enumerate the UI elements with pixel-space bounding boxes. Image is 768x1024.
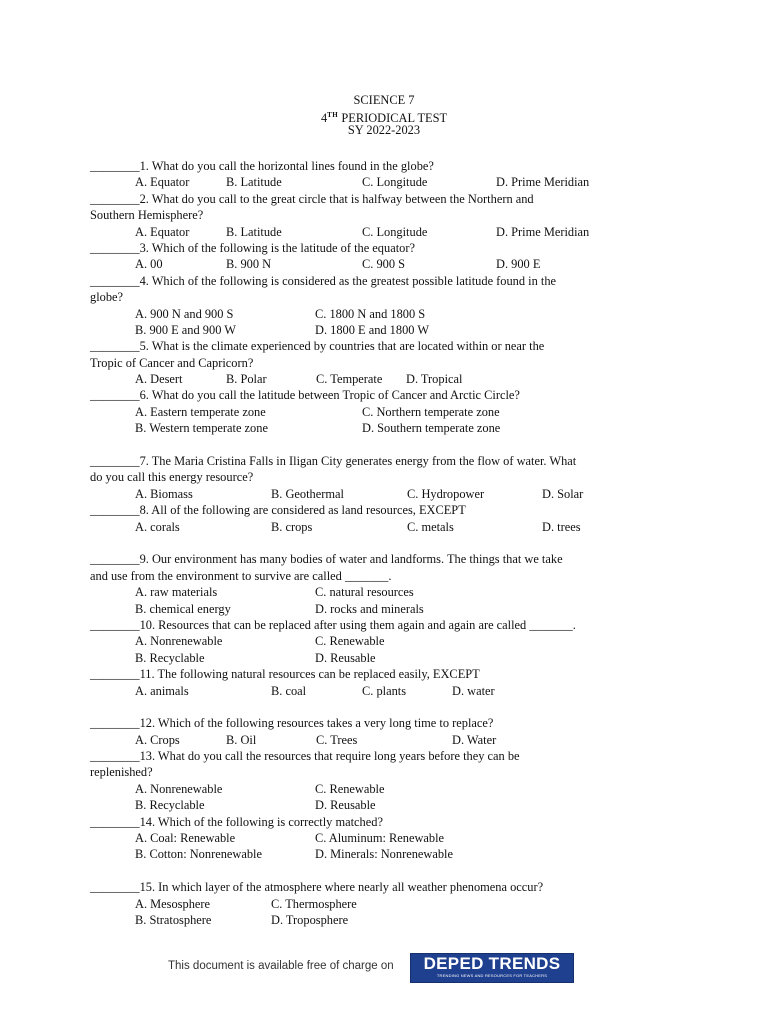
answer-option: C. 900 S: [362, 257, 406, 272]
question-4: [90, 273, 650, 339]
question-11: [90, 666, 650, 715]
answer-blank[interactable]: ________: [90, 617, 140, 632]
options-row: [90, 781, 650, 797]
question-text: Southern Hemisphere?: [90, 208, 204, 223]
question-15: [90, 879, 650, 928]
answer-option: B. Stratosphere: [135, 912, 212, 927]
answer-option: C. plants: [362, 683, 407, 698]
answer-option: C. Renewable: [315, 634, 385, 649]
deped-trends-logo[interactable]: [410, 953, 574, 983]
answer-option: C. natural resources: [315, 585, 414, 600]
footer: [168, 953, 578, 981]
footer-text: This document is available free of charge on: [168, 960, 394, 972]
question-text: 15. In which layer of the atmosphere where nearly all weather phenomena occur?: [139, 880, 544, 895]
answer-option: B. Western temperate zone: [135, 421, 268, 436]
answer-blank[interactable]: ________: [90, 814, 140, 829]
answer-option: D. trees: [542, 519, 581, 534]
answer-option: C. metals: [407, 519, 454, 534]
answer-option: B. 900 E and 900 W: [135, 322, 236, 337]
test-number-suffix: TH: [327, 111, 339, 119]
question-text-line: [90, 568, 650, 584]
question-text: 3. Which of the following is the latitude of the equator?: [139, 240, 415, 255]
question-5: [90, 338, 650, 387]
question-text: 7. The Maria Cristina Falls in Iligan City generates energy from the flow of water. What: [139, 454, 577, 469]
answer-option: D. Southern temperate zone: [362, 421, 501, 436]
answer-option: D. Tropical: [406, 372, 463, 387]
question-text: 1. What do you call the horizontal lines found in the globe?: [139, 159, 434, 173]
question-text-line: [90, 879, 650, 895]
question-text-line: [90, 191, 650, 207]
test-name: PERIODICAL TEST: [341, 111, 448, 125]
options-row: [90, 584, 650, 600]
question-text: globe?: [90, 290, 124, 305]
question-text-line: [90, 666, 650, 682]
question-text-line: [90, 289, 650, 305]
question-text-line: [90, 453, 650, 469]
options-row: [90, 797, 650, 813]
question-text: replenished?: [90, 765, 153, 780]
answer-option: A. Eastern temperate zone: [135, 404, 266, 419]
question-9: [90, 551, 650, 617]
answer-option: D. Reusable: [315, 650, 376, 665]
question-text: 13. What do you call the resources that require long years before they can be: [139, 749, 520, 764]
answer-option: B. Oil: [226, 732, 257, 747]
answer-option: A. corals: [135, 519, 180, 534]
question-text-line: [90, 764, 650, 780]
answer-blank[interactable]: ________: [90, 273, 140, 288]
answer-blank[interactable]: ________: [90, 716, 140, 731]
answer-option: D. Troposphere: [271, 912, 349, 927]
answer-blank[interactable]: ________: [90, 159, 140, 173]
question-text-line: [90, 240, 650, 256]
answer-option: C. Trees: [316, 732, 358, 747]
answer-option: C. Aluminum: Renewable: [315, 831, 445, 846]
answer-option: B. chemical energy: [135, 601, 231, 616]
question-text: 4. Which of the following is considered as the greatest possible latitude found in the: [139, 273, 557, 288]
options-row: [90, 486, 650, 502]
answer-option: B. Geothermal: [271, 486, 344, 501]
question-10: [90, 617, 650, 666]
answer-blank[interactable]: ________: [90, 503, 140, 518]
options-row: [90, 633, 650, 649]
question-text-line: [90, 814, 650, 830]
options-row: [90, 896, 650, 912]
options-row: [90, 732, 650, 748]
question-7: [90, 453, 650, 502]
logo-title: DEPED TRENDS: [423, 954, 561, 973]
answer-option: A. 900 N and 900 S: [135, 306, 234, 321]
options-row: [90, 650, 650, 666]
answer-blank[interactable]: ________: [90, 454, 140, 469]
options-row: [90, 846, 650, 862]
answer-option: B. Recyclable: [135, 650, 205, 665]
question-text: and use from the environment to survive are called _______.: [90, 568, 392, 583]
question-text-line: [90, 273, 650, 289]
answer-option: B. Recyclable: [135, 798, 205, 813]
question-text: 5. What is the climate experienced by countries that are located within or near the: [139, 339, 545, 354]
answer-option: C. Thermosphere: [271, 896, 357, 911]
answer-option: A. Biomass: [135, 486, 193, 501]
options-row: [90, 174, 650, 190]
answer-option: B. Latitude: [226, 224, 282, 239]
question-text: 10. Resources that can be replaced after using them again and again are called _______.: [139, 617, 576, 632]
answer-option: A. animals: [135, 683, 189, 698]
answer-option: D. Solar: [542, 486, 584, 501]
answer-option: A. Nonrenewable: [135, 781, 223, 796]
answer-option: C. 1800 N and 1800 S: [315, 306, 426, 321]
options-row: [90, 420, 650, 436]
subject-title: SCIENCE 7: [353, 93, 415, 107]
question-text-line: [90, 158, 650, 174]
answer-option: B. Polar: [226, 372, 267, 387]
question-text: 14. Which of the following is correctly matched?: [139, 814, 383, 829]
answer-blank[interactable]: ________: [90, 880, 140, 895]
answer-blank[interactable]: ________: [90, 191, 140, 206]
question-3: [90, 240, 650, 273]
answer-option: A. 00: [135, 257, 163, 272]
answer-blank[interactable]: ________: [90, 339, 140, 354]
answer-option: B. crops: [271, 519, 313, 534]
answer-option: D. Water: [452, 732, 497, 747]
question-text: 6. What do you call the latitude between Tropic of Cancer and Arctic Circle?: [139, 388, 520, 403]
question-text: 11. The following natural resources can be replaced easily, EXCEPT: [139, 667, 480, 682]
answer-option: C. Longitude: [362, 175, 428, 190]
question-text: 2. What do you call to the great circle that is halfway between the Northern and: [139, 191, 534, 206]
question-text-line: [90, 469, 650, 485]
test-header: [0, 93, 768, 138]
answer-option: D. Prime Meridian: [496, 224, 590, 239]
options-row: [90, 830, 650, 846]
question-text: 9. Our environment has many bodies of water and landforms. The things that we take: [139, 552, 563, 567]
question-text: Tropic of Cancer and Capricorn?: [90, 355, 254, 370]
question-text-line: [90, 617, 650, 633]
answer-option: C. Temperate: [316, 372, 383, 387]
question-text: 8. All of the following are considered as land resources, EXCEPT: [139, 503, 466, 518]
answer-option: C. Longitude: [362, 224, 428, 239]
options-row: [90, 371, 650, 387]
options-row: [90, 912, 650, 928]
answer-option: A. Equator: [135, 224, 190, 239]
question-2: [90, 191, 650, 240]
answer-option: A. Mesosphere: [135, 896, 211, 911]
options-row: [90, 601, 650, 617]
options-row: [90, 519, 650, 535]
answer-blank[interactable]: ________: [90, 552, 140, 567]
answer-option: A. Equator: [135, 175, 190, 190]
question-text-line: [90, 715, 650, 731]
answer-option: B. coal: [271, 683, 307, 698]
school-year: SY 2022-2023: [347, 123, 421, 137]
answer-option: A. Coal: Renewable: [135, 831, 236, 846]
answer-option: D. Reusable: [315, 798, 376, 813]
question-text-line: [90, 502, 650, 518]
question-12: [90, 715, 650, 748]
question-text-line: [90, 338, 650, 354]
answer-option: B. 900 N: [226, 257, 272, 272]
question-text-line: [90, 748, 650, 764]
answer-option: C. Renewable: [315, 781, 385, 796]
answer-option: A. Crops: [135, 732, 180, 747]
answer-option: D. Prime Meridian: [496, 175, 590, 190]
options-row: [90, 322, 650, 338]
question-text-line: [90, 355, 650, 371]
answer-option: C. Hydropower: [407, 486, 485, 501]
options-row: [90, 683, 650, 699]
options-row: [90, 404, 650, 420]
options-row: [90, 224, 650, 240]
answer-blank[interactable]: ________: [90, 240, 140, 255]
question-14: [90, 814, 650, 880]
test-number: 4: [320, 111, 328, 125]
question-1: [90, 158, 650, 191]
question-text-line: [90, 207, 650, 223]
answer-option: A. Nonrenewable: [135, 634, 223, 649]
answer-option: D. 900 E: [496, 257, 541, 272]
answer-option: A. raw materials: [135, 585, 218, 600]
answer-option: D. rocks and minerals: [315, 601, 424, 616]
options-row: [90, 256, 650, 272]
question-13: [90, 748, 650, 814]
answer-option: D. 1800 E and 1800 W: [315, 322, 430, 337]
answer-option: D. water: [452, 683, 495, 698]
answer-blank[interactable]: ________: [90, 749, 140, 764]
answer-blank[interactable]: ________: [90, 667, 140, 682]
question-8: [90, 502, 650, 551]
logo-tagline: TRENDING NEWS AND RESOURCES FOR TEACHERS: [436, 973, 548, 978]
question-text: do you call this energy resource?: [90, 470, 254, 485]
answer-option: A. Desert: [135, 372, 183, 387]
options-row: [90, 306, 650, 322]
question-6: [90, 387, 650, 453]
test-title: [0, 108, 768, 123]
question-text: 12. Which of the following resources takes a very long time to replace?: [139, 716, 494, 731]
answer-option: C. Northern temperate zone: [362, 404, 500, 419]
question-text-line: [90, 551, 650, 567]
question-text-line: [90, 387, 650, 403]
answer-option: B. Latitude: [226, 175, 282, 190]
answer-option: B. Cotton: Nonrenewable: [135, 847, 262, 862]
question-list: [90, 158, 650, 928]
answer-option: D. Minerals: Nonrenewable: [315, 847, 453, 862]
answer-blank[interactable]: ________: [90, 388, 140, 403]
